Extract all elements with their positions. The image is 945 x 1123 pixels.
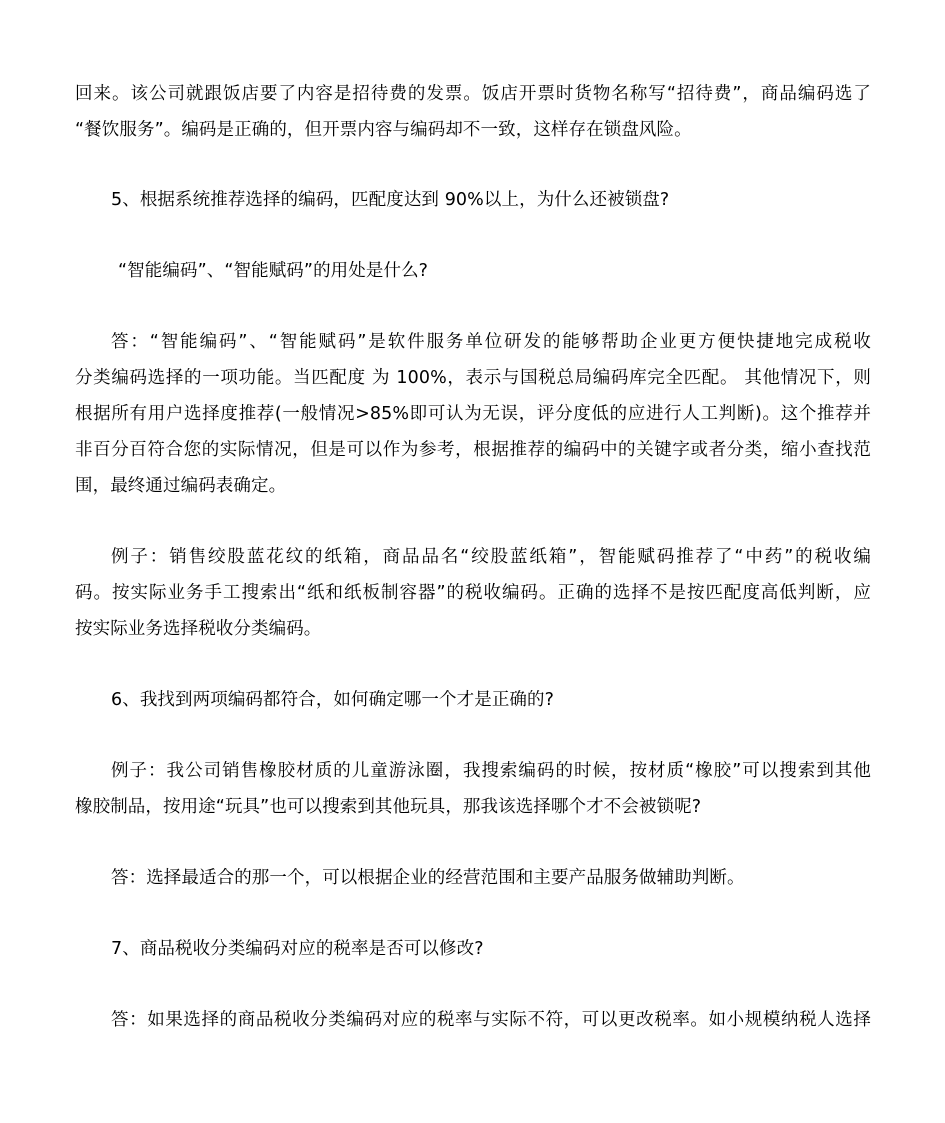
example-5-line-2: 码。按实际业务手工搜索出“纸和纸板制容器”的税收编码。正确的选择不是按匹配度高低判断，应 [75,583,871,603]
answer-6: 答：选择最适合的那一个，可以根据企业的经营范围和主要产品服务做辅助判断。 [111,868,745,888]
question-6: 6、我找到两项编码都符合，如何确定哪一个才是正确的? [111,690,555,710]
example-6-line-2: 橡胶制品，按用途“玩具”也可以搜索到其他玩具，那我该选择哪个才不会被锁呢? [75,797,702,817]
answer-5-line-2: 分类编码选择的一项功能。当匹配度 为 100%，表示与国税总局编码库完全匹配。 其他情况下，则 [75,368,871,388]
paragraph-intro-line-1: 回来。该公司就跟饭店要了内容是招待费的发票。饭店开票时货物名称写“招待费”，商品编码选了 [75,84,871,104]
example-6-line-1: 例子：我公司销售橡胶材质的儿童游泳圈，我搜索编码的时候，按材质“橡胶”可以搜索到其他 [111,761,871,781]
answer-7-line-1: 答：如果选择的商品税收分类编码对应的税率与实际不符，可以更改税率。如小规模纳税人选择 [111,1010,871,1030]
answer-5-line-3: 根据所有用户选择度推荐(一般情况>85%即可认为无误，评分度低的应进行人工判断)。这个推荐并 [75,404,871,424]
question-5-sub: “智能编码”、“智能赋码”的用处是什么? [118,261,429,281]
answer-5-line-4: 非百分百符合您的实际情况，但是可以作为参考，根据推荐的编码中的关键字或者分类，缩小查找范 [75,440,871,460]
paragraph-intro-line-2: “餐饮服务”。编码是正确的，但开票内容与编码却不一致，这样存在锁盘风险。 [75,120,692,140]
answer-5-line-5: 围，最终通过编码表确定。 [75,476,287,496]
example-5-line-3: 按实际业务选择税收分类编码。 [75,619,322,639]
question-5: 5、根据系统推荐选择的编码，匹配度达到 90%以上，为什么还被锁盘? [111,190,670,210]
example-5-line-1: 例子：销售绞股蓝花纹的纸箱，商品品名“绞股蓝纸箱”，智能赋码推荐了“中药”的税收编 [111,547,871,567]
question-7: 7、商品税收分类编码对应的税率是否可以修改? [111,939,484,959]
answer-5-line-1: 答：“智能编码”、“智能赋码”是软件服务单位研发的能够帮助企业更方便快捷地完成税收 [111,332,871,352]
